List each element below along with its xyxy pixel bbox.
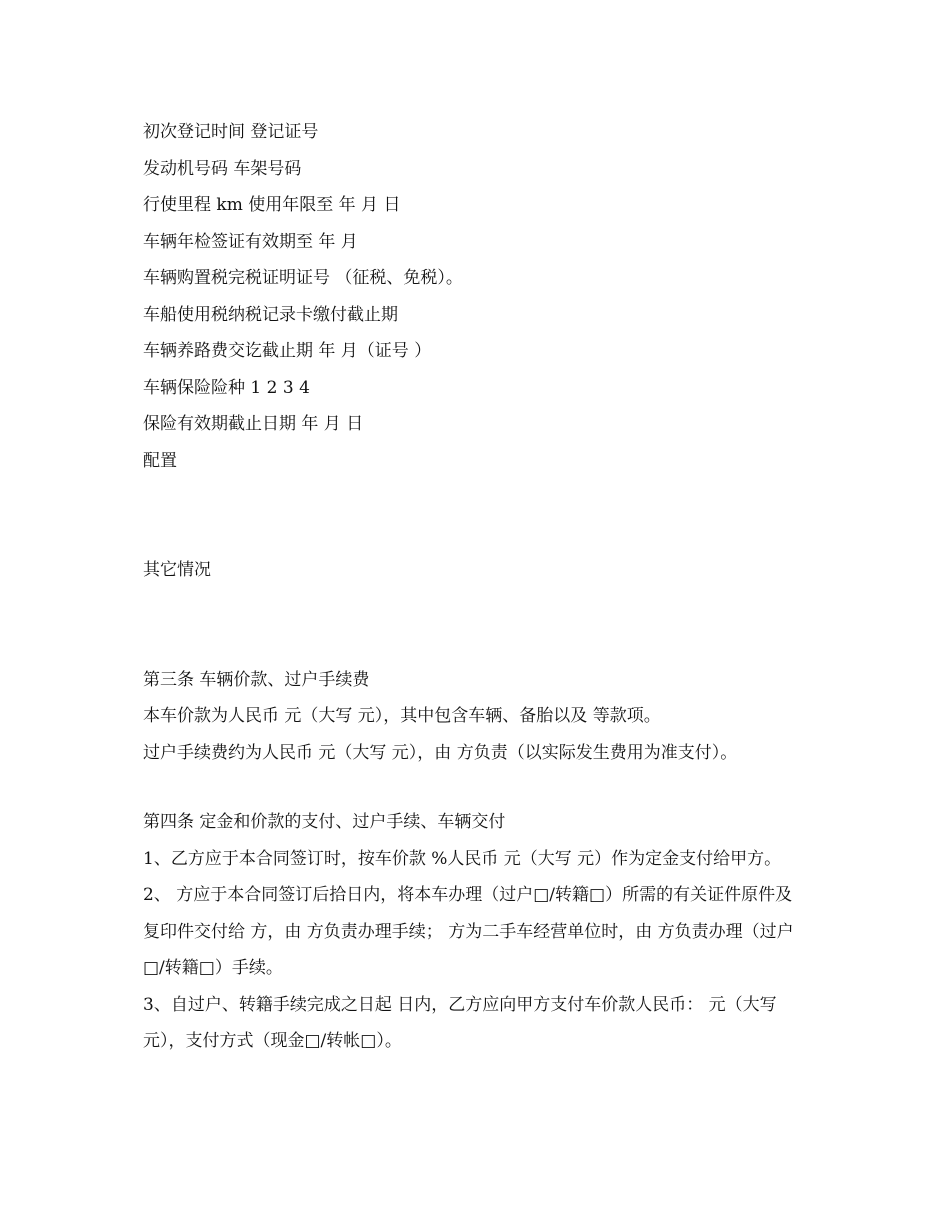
article-4-item: 2、 方应于本合同签订后拾日内，将本车办理（过户□/转籍□）所需的有关证件原件及复印件交付给 方，由 方负责办理手续； 方为二手车经营单位时，由 方负责办理（过户□/转籍□）手续。 — [143, 885, 794, 978]
article-3-line: 过户手续费约为人民币 元（大写 元），由 方负责（以实际发生费用为准支付）。 — [143, 742, 738, 763]
vehicle-info-line: 保险有效期截止日期 年 月 日 — [143, 414, 364, 434]
document-body — [143, 114, 813, 1060]
article-4-item: 1、乙方应于本合同签订时，按车价款 %人民币 元（大写 元）作为定金支付给甲方。 — [143, 848, 782, 869]
article-4-title: 第四条 定金和价款的支付、过户手续、车辆交付 — [143, 812, 506, 832]
vehicle-info-line: 初次登记时间 登记证号 — [143, 122, 319, 142]
vehicle-info-line: 车辆购置税完税证明证号 （征税、免税）。 — [143, 268, 463, 288]
vehicle-info-line: 配置 — [143, 450, 177, 471]
vehicle-info-line: 行使里程 km 使用年限至 年 月 日 — [143, 195, 401, 215]
article-4-section — [143, 804, 813, 1060]
vehicle-info-line: 发动机号码 车架号码 — [143, 158, 302, 179]
vehicle-info-line: 车辆保险险种 1 2 3 4 — [143, 377, 310, 398]
vehicle-info-section — [143, 114, 813, 479]
other-situation-label: 其它情况 — [143, 560, 211, 580]
article-3-line: 本车价款为人民币 元（大写 元），其中包含车辆、备胎以及 等款项。 — [143, 706, 661, 726]
spacer — [143, 479, 813, 552]
article-4-item: 3、自过户、转籍手续完成之日起 日内，乙方应向甲方支付车价款人民币： 元（大写 元），支付方式（现金□/转帐□）。 — [143, 994, 777, 1051]
article-3-title: 第三条 车辆价款、过户手续费 — [143, 669, 370, 690]
vehicle-info-line: 车辆年检签证有效期至 年 月 — [143, 231, 358, 252]
spacer — [143, 771, 813, 804]
spacer — [143, 589, 813, 662]
vehicle-info-line: 车船使用税纳税记录卡缴付截止期 — [143, 304, 398, 325]
article-3-section — [143, 662, 813, 772]
vehicle-info-line: 车辆养路费交讫截止期 年 月（证号 ） — [143, 341, 432, 361]
